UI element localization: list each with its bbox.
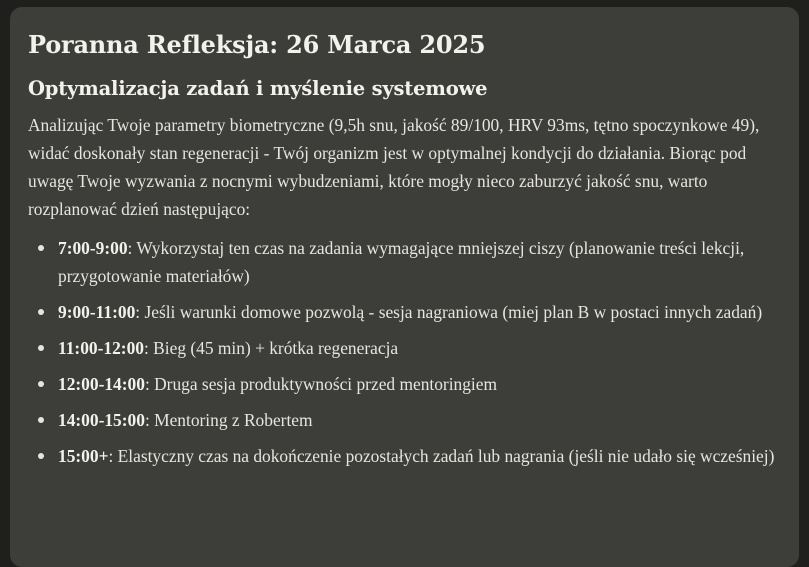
- schedule-time: 12:00-14:00: [58, 374, 145, 394]
- bullet-icon: [38, 417, 44, 423]
- schedule-item: [58, 234, 781, 290]
- schedule-time: 7:00-9:00: [58, 238, 128, 258]
- bullet-icon: [38, 453, 44, 459]
- message-card: [10, 7, 799, 567]
- schedule-text: : Bieg (45 min) + krótka regeneracja: [143, 338, 399, 358]
- bullet-icon: [38, 381, 44, 387]
- schedule-time: 9:00-11:00: [58, 302, 136, 322]
- schedule-text: : Druga sesja produktywności przed mentoringiem: [144, 374, 498, 394]
- schedule-item: [58, 298, 781, 326]
- schedule-text: : Jeśli warunki domowe pozwolą - sesja nagraniowa (miej plan B w postaci innych zadań): [135, 302, 763, 322]
- page-title: Poranna Refleksja: 26 Marca 2025: [28, 30, 486, 59]
- schedule-text: : Mentoring z Robertem: [144, 410, 313, 430]
- bullet-icon: [38, 345, 44, 351]
- schedule-time: 14:00-15:00: [58, 410, 145, 430]
- intro-paragraph: Analizując Twoje parametry biometryczne (9,5h snu, jakość 89/100, HRV 93ms, tętno spoczynkowe 49), widać doskonały stan regeneracji - Twój organizm jest w optymalnej kondycji do działania. Biorąc pod uwagę Twoje wyzwania z nocnymi wybudzeniami, które mogły nieco zaburzyć jakość snu, warto rozplanować dzień następująco:: [28, 115, 760, 219]
- schedule-list: [28, 234, 781, 470]
- schedule-text: : Elastyczny czas na dokończenie pozostałych zadań lub nagrania (jeśli nie udało się wcześniej): [108, 446, 775, 466]
- schedule-item: [58, 370, 781, 398]
- bullet-icon: [38, 309, 44, 315]
- schedule-time: 15:00+: [58, 446, 109, 466]
- schedule-item: [58, 334, 781, 362]
- bullet-icon: [38, 245, 44, 251]
- schedule-item: [58, 406, 781, 434]
- schedule-time: 11:00-12:00: [58, 338, 144, 358]
- schedule-text: : Wykorzystaj ten czas na zadania wymagające mniejszej ciszy (planowanie treści lekcji, przygotowanie materiałów): [58, 238, 745, 286]
- section-heading: Optymalizacja zadań i myślenie systemowe: [28, 77, 488, 100]
- schedule-item: [58, 442, 781, 470]
